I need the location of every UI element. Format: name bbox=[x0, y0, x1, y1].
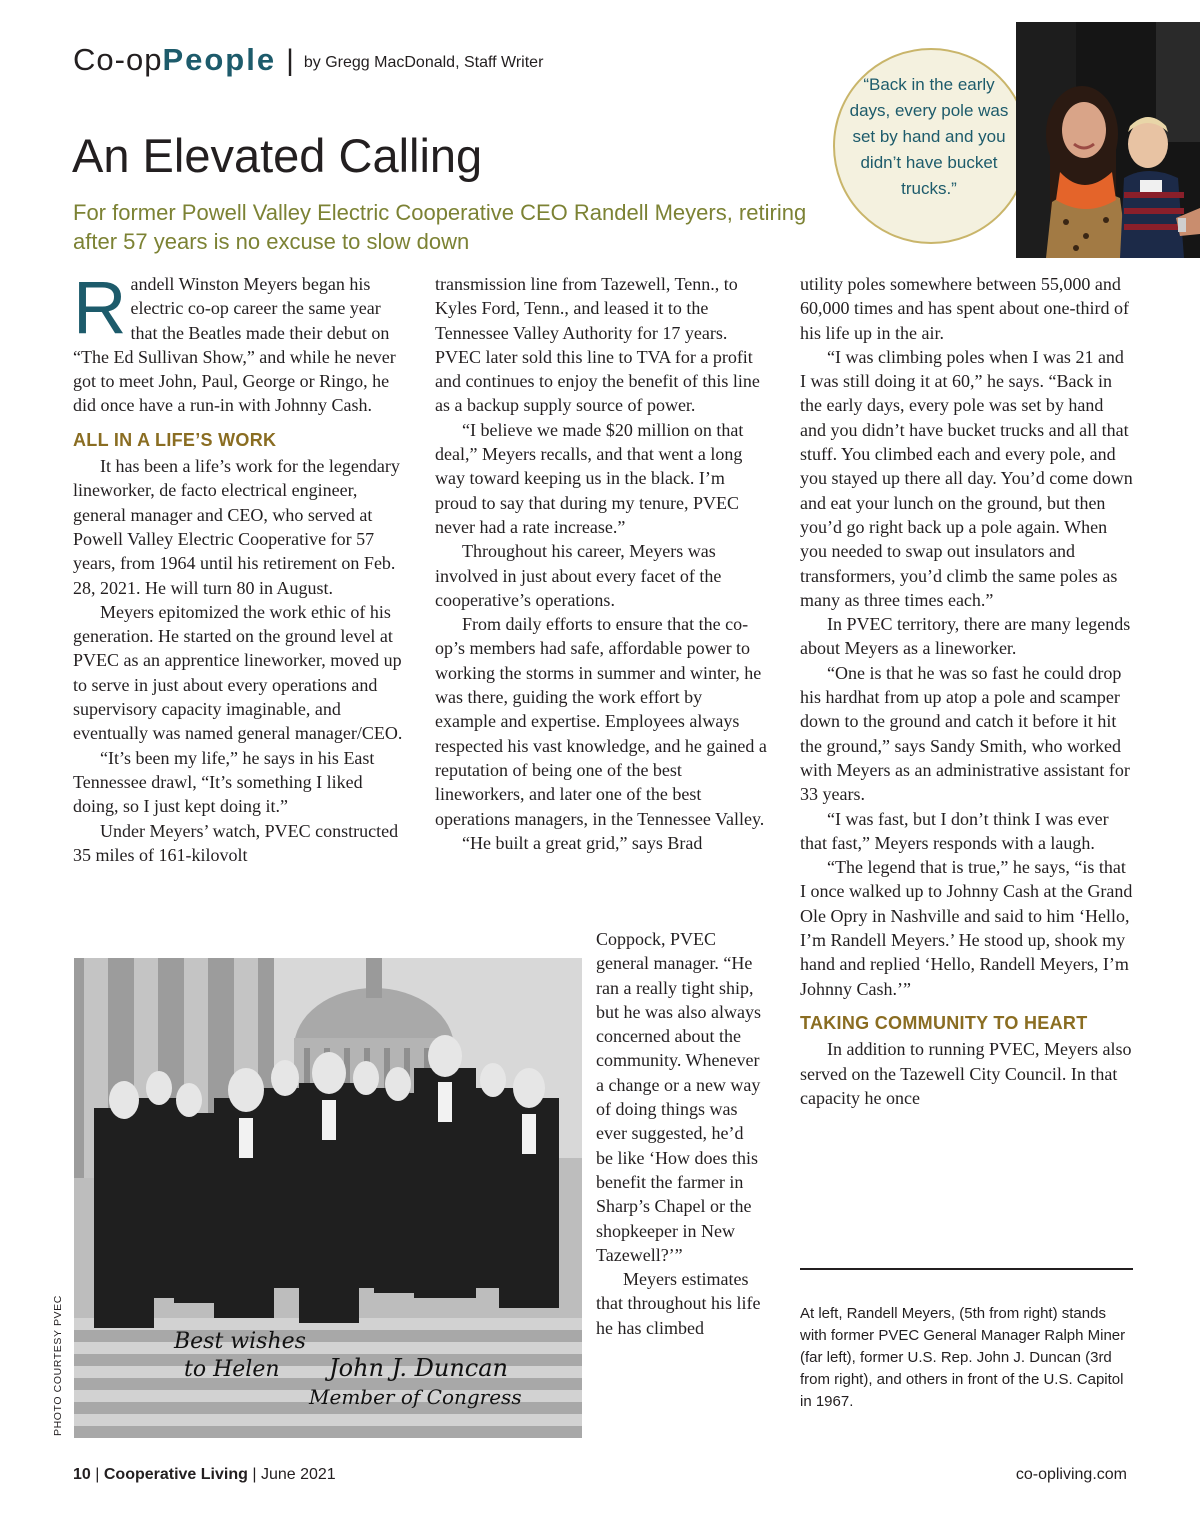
historic-photo bbox=[74, 958, 582, 1438]
article-paragraph: In addition to running PVEC, Meyers also served on the Tazewell City Council. In that capacity he once bbox=[800, 1039, 1132, 1108]
article-column-2-narrow bbox=[596, 927, 762, 1340]
footer-website: co-opliving.com bbox=[1015, 1466, 1127, 1483]
article-paragraph: Meyers epitomized the work ethic of his generation. He started on the ground level at PVEC as an apprentice lineworker, moved up to serve in just about every operations and supervisory capacity imaginable, and eventually was named general manager/CEO. bbox=[73, 601, 403, 744]
drop-cap: R bbox=[73, 266, 127, 349]
photo-signature: John J. Duncan bbox=[329, 1354, 508, 1382]
article-paragraph: Under Meyers’ watch, PVEC constructed 35 miles of 161-kilovolt bbox=[73, 820, 399, 865]
section-divider: | bbox=[286, 44, 294, 77]
article-paragraph: Throughout his career, Meyers was involved in just about every facet of the cooperative’s operations. bbox=[435, 541, 722, 610]
deck-subtitle: For former Powell Valley Electric Cooperative CEO Randell Meyers, retiring after 57 years is no excuse to slow down bbox=[73, 200, 807, 254]
article-paragraph: It has been a life’s work for the legendary lineworker, de facto electrical engineer, general manager and CEO, who served at Powell Valley Electric Cooperative for 57 years, from 1964 until his retirement on Feb. 28, 2021. He will turn 80 in August. bbox=[73, 456, 400, 598]
byline: by Gregg MacDonald, Staff Writer bbox=[303, 54, 544, 71]
article-paragraph: “I was fast, but I don’t think I was ever that fast,” Meyers responds with a laugh. bbox=[800, 808, 1109, 853]
page-number: 10 bbox=[73, 1466, 91, 1483]
article-paragraph: In PVEC territory, there are many legends about Meyers as a lineworker. bbox=[800, 614, 1131, 659]
article-paragraph: “One is that he was so fast he could drop his hardhat from up atop a pole and scamper down to the ground and catch it before it hit the ground,” says Sandy Smith, who worked with Meyers as an administrative assistant for 33 years. bbox=[800, 662, 1130, 805]
page-title: An Elevated Calling bbox=[72, 129, 483, 182]
section-header bbox=[73, 42, 543, 82]
footer-left bbox=[73, 1466, 336, 1484]
issue-date: June 2021 bbox=[260, 1466, 336, 1483]
photo-inscription-line2: to Helen bbox=[184, 1357, 280, 1382]
article-paragraph: Coppock, PVEC general manager. “He ran a really tight ship, but he was also always concerned about the community. Whenever a change or a new way of doing things was ever suggested, he’d be like ‘How does this benefit the farmer in Sharp’s Chapel or the shopkeeper in New Tazewell?’” bbox=[596, 929, 761, 1265]
article-paragraph: “I was climbing poles when I was 21 and I was still doing it at 60,” he says. “Back in the early days, every pole was set by hand and you didn’t have bucket trucks and all that stuff. You climbed each and every pole, and you stayed up there all day. You’d come down and eat your lunch on the ground, but then you’d go right back up a pole again. When you needed to swap out insulators and transformers, you’d climb the same poles as many as three times each.” bbox=[800, 346, 1133, 610]
caption-rule bbox=[800, 1268, 1133, 1270]
footer-separator: | bbox=[95, 1466, 100, 1483]
photo-credit-text: PHOTO COURTESY PVEC bbox=[52, 1295, 64, 1436]
article-paragraph: andell Winston Meyers began his electric co-op career the same year that the Beatles made their debut on “The Ed Sullivan Show,” and while he never got to meet John, Paul, George or Ringo, he did once have a run-in with Johnny Cash. bbox=[73, 274, 396, 416]
article-paragraph: From daily efforts to ensure that the co-op’s members had safe, affordable power to working the storms in summer and winter, he was there, guiding the work effort by example and expertise. Employees always respected his vast knowledge, and he gained a reputation of being one of the best lineworkers, and later one of the best operations managers, in the Tennessee Valley. bbox=[435, 614, 767, 829]
article-column-2 bbox=[435, 272, 767, 855]
article-paragraph: “It’s been my life,” he says in his East Tennessee drawl, “It’s something I liked doing, so I just kept doing it.” bbox=[73, 747, 375, 817]
article-column-3 bbox=[800, 272, 1133, 1110]
article-paragraph: transmission line from Tazewell, Tenn., to Kyles Ford, Tenn., and leased it to the Tennessee Valley Authority for 17 years. PVEC later sold this line to TVA for a profit and continues to enjoy the benefit of this line as a backup supply source of power. bbox=[435, 274, 760, 416]
article-paragraph: utility poles somewhere between 55,000 and 60,000 times and has spent about one-third of his life up in the air. bbox=[800, 274, 1129, 343]
article-column-1 bbox=[73, 266, 403, 867]
section-name-bold: People bbox=[162, 42, 277, 77]
photo-inscription-line1: Best wishes bbox=[174, 1329, 306, 1354]
photo-caption: At left, Randell Meyers, (5th from right) stands with former PVEC General Manager Ralph Miner (far left), former U.S. Rep. John J. Duncan (3rd from right), and others in front of the U.S. Capitol in 1967. bbox=[800, 1305, 1126, 1410]
article-paragraph: “I believe we made $20 million on that deal,” Meyers recalls, and that went a long way toward keeping us in the black. I’m proud to say that during my tenure, PVEC never had a rate increase.” bbox=[435, 419, 744, 537]
footer-separator: | bbox=[252, 1466, 257, 1483]
magazine-name: Cooperative Living bbox=[103, 1466, 248, 1483]
pull-quote: “Back in the early days, every pole was set by hand and you didn’t have bucket trucks.” bbox=[849, 75, 1009, 198]
article-paragraph: “The legend that is true,” he says, “is that I once walked up to Johnny Cash at the Grand Ole Opry in Nashville and said to him ‘Hello, I’m Randell Meyers.’ He stood up, shook my hand and replied ‘Hello, Randell Meyers, I’m Johnny Cash.’” bbox=[800, 857, 1133, 999]
section-heading: ALL IN A LIFE’S WORK bbox=[73, 429, 277, 450]
photo-signature-title: Member of Congress bbox=[309, 1385, 522, 1409]
photo-credit bbox=[52, 1296, 70, 1436]
section-name-light: Co-op bbox=[73, 42, 163, 77]
article-paragraph: Meyers estimates that throughout his life he has climbed bbox=[596, 1269, 761, 1338]
portrait-photo bbox=[1016, 22, 1200, 258]
section-heading: TAKING COMMUNITY TO HEART bbox=[800, 1012, 1088, 1033]
article-paragraph: “He built a great grid,” says Brad bbox=[462, 832, 703, 853]
